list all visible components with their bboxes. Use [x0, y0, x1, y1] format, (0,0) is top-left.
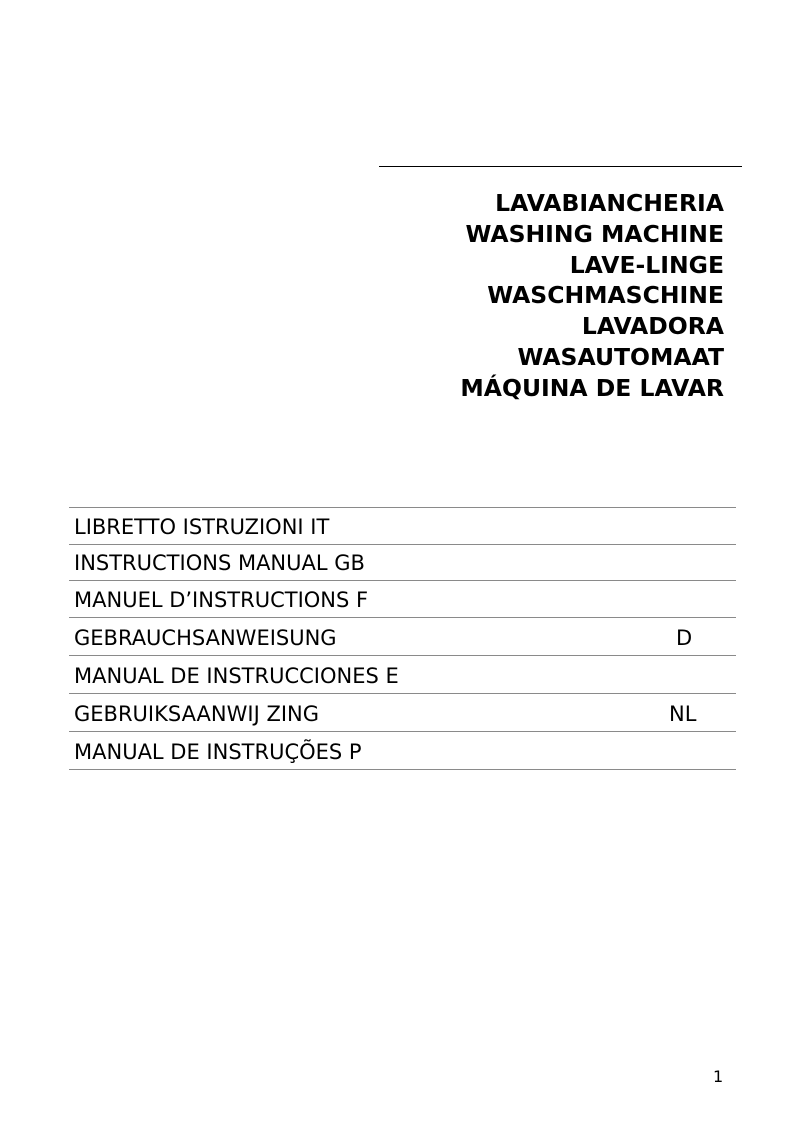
manual-label: INSTRUCTIONS MANUAL GB — [74, 551, 365, 575]
manual-label: GEBRAUCHSANWEISUNG — [74, 626, 337, 650]
product-titles — [324, 188, 724, 404]
title-dutch: WASAUTOMAAT — [517, 342, 724, 371]
manual-label: MANUEL D’INSTRUCTIONS F — [74, 588, 369, 612]
manual-label: MANUAL DE INSTRUÇÕES P — [74, 740, 362, 764]
manual-label: MANUAL DE INSTRUCCIONES E — [74, 664, 399, 688]
manual-row-french — [69, 581, 736, 618]
manual-label: LIBRETTO ISTRUZIONI IT — [74, 515, 330, 539]
title-french: LAVE-LINGE — [569, 250, 724, 279]
language-code: NL — [669, 702, 697, 726]
title-english: WASHING MACHINE — [465, 219, 724, 248]
page-number: 1 — [713, 1067, 724, 1086]
manual-row-italian — [69, 508, 736, 545]
manual-label: GEBRUIKSAANWIJ ZING — [74, 702, 320, 726]
title-spanish: LAVADORA — [581, 312, 724, 341]
manual-row-german — [69, 618, 736, 656]
manual-row-english — [69, 545, 736, 581]
manual-row-portuguese — [69, 732, 736, 770]
manual-language-table — [69, 507, 736, 770]
title-italian: LAVABIANCHERIA — [495, 189, 724, 217]
title-portuguese: MÁQUINA DE LAVAR — [460, 373, 724, 402]
manual-row-spanish — [69, 656, 736, 694]
title-german: WASCHMASCHINE — [487, 281, 724, 310]
language-code: D — [676, 626, 693, 650]
top-divider — [379, 166, 742, 167]
manual-row-dutch — [69, 694, 736, 732]
